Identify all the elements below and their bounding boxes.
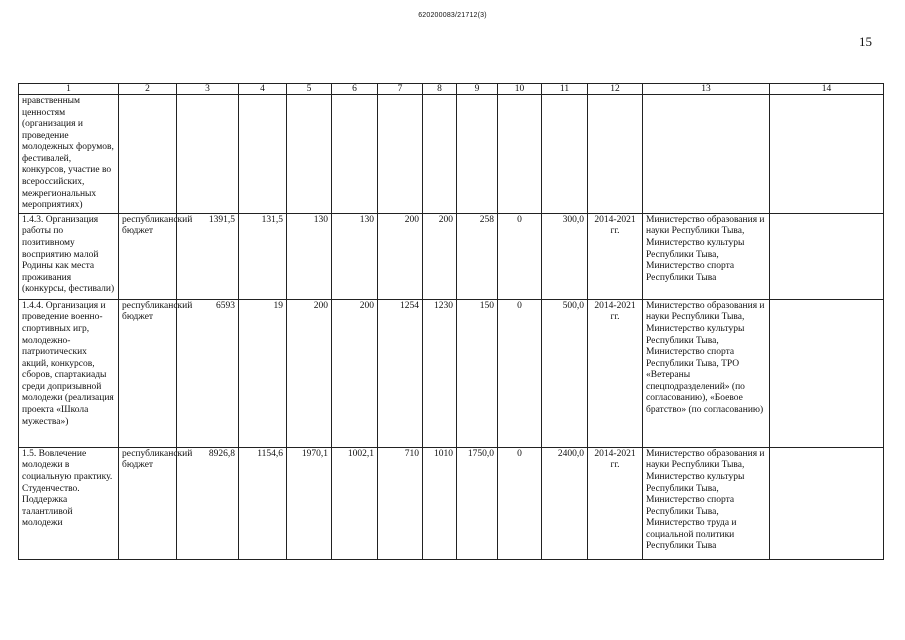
document-id: 620200083/21712(3) — [418, 12, 487, 19]
amount-cell: 200 — [287, 299, 332, 447]
column-header: 5 — [287, 84, 332, 95]
amount-cell — [239, 95, 287, 214]
total-amount-cell — [177, 95, 239, 214]
column-header: 4 — [239, 84, 287, 95]
responsible-cell — [643, 95, 770, 214]
amount-cell: 1750,0 — [457, 447, 498, 559]
column-header: 6 — [332, 84, 378, 95]
amount-cell — [542, 95, 588, 214]
period-cell: 2014-2021 гг. — [588, 299, 643, 447]
amount-cell: 150 — [457, 299, 498, 447]
amount-cell: 0 — [498, 299, 542, 447]
total-amount-cell: 8926,8 — [177, 447, 239, 559]
amount-cell: 1010 — [423, 447, 457, 559]
responsible-cell: Министерство образования и науки Республики Тыва, Министерство культуры Республики Тыва, Министерство спорта Республики Тыва, ТРО «Ветераны спецподразделений» (по согласованию), «Боевое братство» (по согласованию) — [643, 299, 770, 447]
result-cell — [770, 299, 884, 447]
program-table — [18, 83, 884, 560]
funding-source-cell: республиканский бюджет — [119, 213, 177, 299]
amount-cell — [498, 95, 542, 214]
amount-cell: 200 — [332, 299, 378, 447]
amount-cell: 500,0 — [542, 299, 588, 447]
amount-cell: 2400,0 — [542, 447, 588, 559]
activity-name-cell: нравственным ценностям (организация и проведение молодежных форумов, фестивалей, конкурсов, участие во всероссийских, межрегиональных мероприятиях) — [19, 95, 119, 214]
table-row — [19, 447, 884, 559]
column-header: 10 — [498, 84, 542, 95]
amount-cell — [287, 95, 332, 214]
period-cell: 2014-2021 гг. — [588, 447, 643, 559]
column-header: 9 — [457, 84, 498, 95]
table-row — [19, 299, 884, 447]
page-number: 15 — [859, 34, 872, 49]
column-header: 3 — [177, 84, 239, 95]
amount-cell: 0 — [498, 447, 542, 559]
column-header: 14 — [770, 84, 884, 95]
column-header: 2 — [119, 84, 177, 95]
period-cell: 2014-2021 гг. — [588, 213, 643, 299]
amount-cell: 130 — [332, 213, 378, 299]
result-cell — [770, 213, 884, 299]
amount-cell: 1154,6 — [239, 447, 287, 559]
amount-cell — [423, 95, 457, 214]
column-header: 13 — [643, 84, 770, 95]
amount-cell: 19 — [239, 299, 287, 447]
amount-cell — [457, 95, 498, 214]
amount-cell: 130 — [287, 213, 332, 299]
amount-cell: 0 — [498, 213, 542, 299]
table-row — [19, 95, 884, 214]
responsible-cell: Министерство образования и науки Республики Тыва, Министерство культуры Республики Тыва, Министерство спорта Республики Тыва, Министерство труда и социальной политики Республики Тыва — [643, 447, 770, 559]
amount-cell: 200 — [423, 213, 457, 299]
funding-source-cell: республиканский бюджет — [119, 447, 177, 559]
column-header: 1 — [19, 84, 119, 95]
amount-cell — [332, 95, 378, 214]
amount-cell: 710 — [378, 447, 423, 559]
table-row — [19, 213, 884, 299]
amount-cell — [378, 95, 423, 214]
amount-cell: 1230 — [423, 299, 457, 447]
result-cell — [770, 447, 884, 559]
period-cell — [588, 95, 643, 214]
amount-cell: 1002,1 — [332, 447, 378, 559]
column-header: 8 — [423, 84, 457, 95]
activity-name-cell: 1.5. Вовлечение молодежи в социальную практику. Студенчество. Поддержка талантливой молодежи — [19, 447, 119, 559]
column-header: 11 — [542, 84, 588, 95]
amount-cell: 258 — [457, 213, 498, 299]
funding-source-cell: республиканский бюджет — [119, 299, 177, 447]
total-amount-cell: 6593 — [177, 299, 239, 447]
amount-cell: 1254 — [378, 299, 423, 447]
activity-name-cell: 1.4.4. Организация и проведение военно-спортивных игр, молодежно-патриотических акций, конкурсов, сборов, спартакиады среди допризывной молодежи (реализация проекта «Школа мужества») — [19, 299, 119, 447]
amount-cell: 131,5 — [239, 213, 287, 299]
amount-cell: 300,0 — [542, 213, 588, 299]
responsible-cell: Министерство образования и науки Республики Тыва, Министерство культуры Республики Тыва, Министерство спорта Республики Тыва — [643, 213, 770, 299]
result-cell — [770, 95, 884, 214]
funding-source-cell — [119, 95, 177, 214]
amount-cell: 200 — [378, 213, 423, 299]
amount-cell: 1970,1 — [287, 447, 332, 559]
activity-name-cell: 1.4.3. Организация работы по позитивному восприятию малой Родины как места проживания (конкурсы, фестивали) — [19, 213, 119, 299]
table-header-row — [19, 84, 884, 95]
total-amount-cell: 1391,5 — [177, 213, 239, 299]
column-header: 7 — [378, 84, 423, 95]
column-header: 12 — [588, 84, 643, 95]
